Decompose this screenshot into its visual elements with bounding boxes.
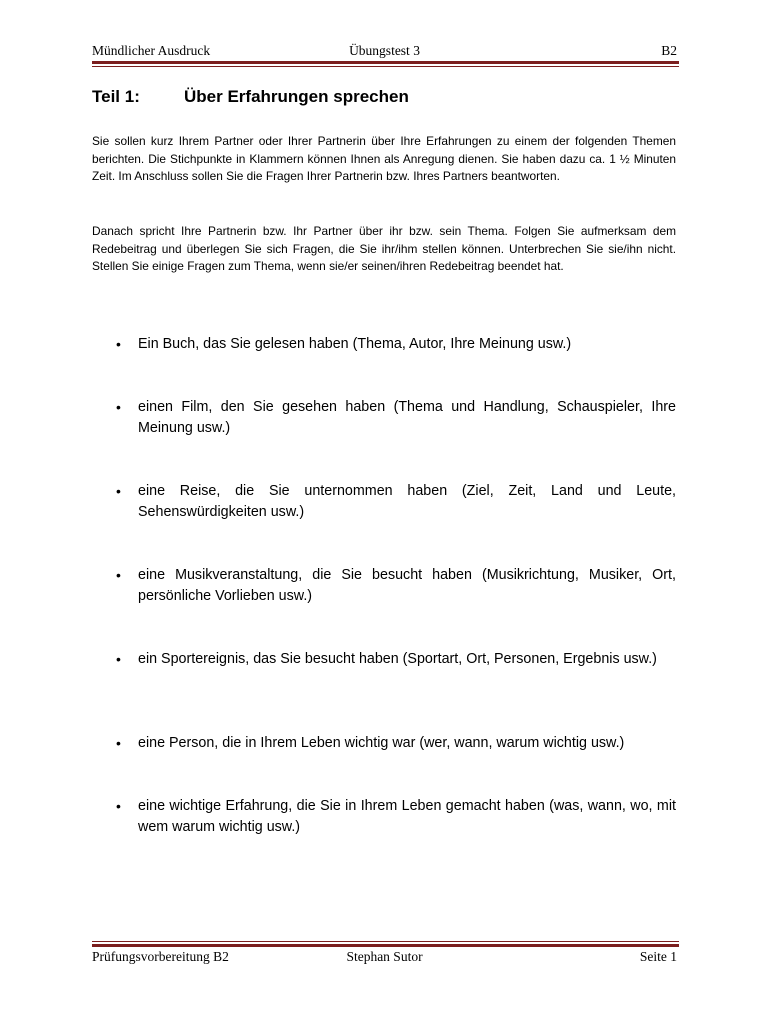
bullet-icon: • — [116, 483, 121, 499]
bullet-icon: • — [116, 399, 121, 415]
list-item — [116, 481, 676, 523]
list-item — [116, 565, 676, 607]
bullet-icon: • — [116, 651, 121, 667]
list-item — [116, 397, 676, 439]
header-center: Übungstest 3 — [349, 43, 420, 58]
list-item — [116, 649, 676, 670]
list-item — [116, 334, 676, 355]
bullet-icon: • — [116, 567, 121, 583]
list-item — [116, 733, 676, 754]
footer-rule-thin — [92, 941, 679, 942]
list-item-text: eine Reise, die Sie unternommen haben (Ziel, Zeit, Land und Leute, Sehenswürdigkeiten usw.) — [138, 483, 676, 520]
header-right: B2 — [661, 43, 677, 58]
page-footer — [92, 949, 677, 967]
list-item-text: ein Sportereignis, das Sie besucht haben (Sportart, Ort, Personen, Ergebnis usw.) — [138, 651, 657, 667]
title-number: Teil 1: — [92, 87, 140, 106]
list-item — [116, 796, 676, 838]
list-item-text: eine wichtige Erfahrung, die Sie in Ihrem Leben gemacht haben (was, wann, wo, mit wem warum wichtig usw.) — [138, 798, 676, 835]
header-left: Mündlicher Ausdruck — [92, 43, 211, 58]
bullet-icon: • — [116, 735, 121, 751]
footer-left: Prüfungsvorbereitung B2 — [92, 949, 229, 964]
footer-center: Stephan Sutor — [346, 949, 423, 964]
bullet-icon: • — [116, 798, 121, 814]
instruction-paragraph-2: Danach spricht Ihre Partnerin bzw. Ihr Partner über ihr bzw. sein Thema. Folgen Sie aufmerksam dem Redebeitrag und überlegen Sie sich Fragen, die Sie ihr/ihm stellen können. Unterbrechen Sie sie/ihn nicht. Stellen Sie einige Fragen zum Thema, wenn sie/er seinen/ihren Redebeitrag beendet hat. — [92, 224, 676, 273]
footer-right: Seite 1 — [639, 949, 677, 964]
bullet-icon: • — [116, 336, 121, 352]
list-item-text: einen Film, den Sie gesehen haben (Thema und Handlung, Schauspieler, Ihre Meinung usw.) — [138, 399, 676, 436]
instruction-paragraph-1: Sie sollen kurz Ihrem Partner oder Ihrer Partnerin über Ihre Erfahrungen zu einem der folgenden Themen berichten. Die Stichpunkte in Klammern können Ihnen als Anregung dienen. Sie haben dazu ca. 1 ½ Minuten Zeit. Im Anschluss sollen Sie die Fragen Ihrer Partnerin bzw. Ihres Partners beantworten. — [92, 134, 676, 183]
list-item-text: eine Person, die in Ihrem Leben wichtig war (wer, wann, warum wichtig usw.) — [138, 735, 625, 751]
list-item-text: eine Musikveranstaltung, die Sie besucht haben (Musikrichtung, Musiker, Ort, persönliche Vorlieben usw.) — [138, 567, 676, 604]
list-item-text: Ein Buch, das Sie gelesen haben (Thema, Autor, Ihre Meinung usw.) — [138, 336, 572, 352]
title-text: Über Erfahrungen sprechen — [184, 87, 409, 106]
footer-rule-thick — [92, 944, 679, 947]
